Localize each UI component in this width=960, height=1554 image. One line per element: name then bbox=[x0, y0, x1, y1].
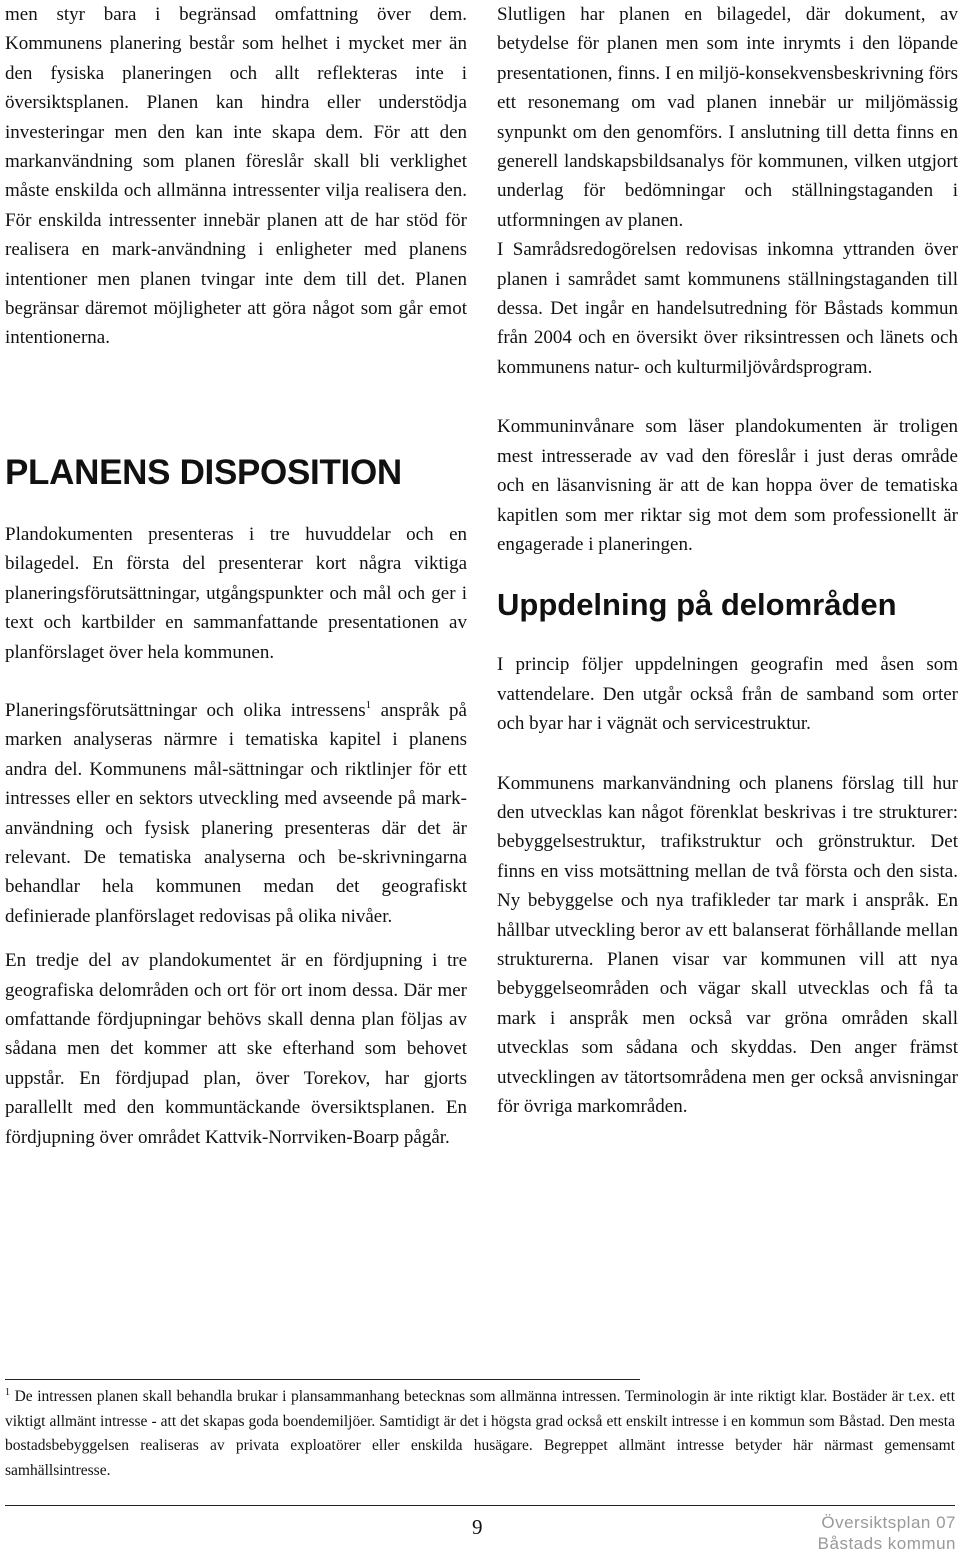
footnote-marker: 1 bbox=[5, 1387, 10, 1398]
section-heading-delomraden: Uppdelning på delområden bbox=[497, 587, 897, 623]
footnote-divider bbox=[5, 1379, 640, 1380]
running-footer bbox=[818, 1512, 956, 1554]
footnote-reference: 1 bbox=[365, 698, 372, 711]
body-paragraph: Plandokumenten presenteras i tre huvuddelar och en bilagedel. En första del presenterar kort några viktiga planeringsförutsättningar, utgångspunkter och mål och ger i text och kartbilder en sammanfattande presentationen av planförslaget över hela kommunen. bbox=[5, 523, 467, 663]
footnote bbox=[5, 1385, 955, 1483]
body-paragraph: I princip följer uppdelningen geografin med åsen som vattendelare. Den utgår också från de samband som orter och byar har i vägnät och servicestruktur. bbox=[497, 654, 958, 735]
section-heading-disposition: PLANENS DISPOSITION bbox=[5, 452, 402, 492]
body-text: Planeringsförutsättningar och olika intressens bbox=[5, 699, 366, 721]
left-column bbox=[5, 0, 467, 1152]
body-paragraph-with-footnote-ref bbox=[5, 696, 467, 931]
body-paragraph: men styr bara i begränsad omfattning över dem. Kommunens planering består som helhet i mycket mer än den fysiska planeringen och allt reflekteras inte i översiktsplanen. Planen kan hindra eller understödja investeringar men den kan inte skapa dem. För att den markanvändning som planen föreslår skall bli verklighet måste enskilda och allmänna intressenter vilja realisera den. För enskilda intressenter innebär planen att de har stöd för realisera en mark-användning i enligheter med planens intentioner men planen tvingar inte dem till det. Planen begränsar däremot möjligheter att göra något som går emot intentionerna. bbox=[5, 4, 467, 349]
footer-divider bbox=[5, 1505, 955, 1506]
body-text: anspråk på marken analyseras närmre i tematiska kapitel i planens andra del. Kommunens mål-sättningar och riktlinjer för ett intresses eller en sektors utveckling med avseende på mark-användning och fysisk planering presenteras där det är relevant. De tematiska analyserna och be-skrivningarna behandlar hela kommunen medan det geografiskt definierade planförslaget redovisas på olika nivåer. bbox=[5, 699, 467, 927]
right-column bbox=[497, 0, 958, 1121]
body-paragraph: Slutligen har planen en bilagedel, där dokument, av betydelse för planen men som inte inrymts i den löpande presentationen, finns. I en miljö-konsekvensbeskrivning förs ett resonemang om vad planen innebär ur miljömässig synpunkt om den genomförs. I anslutning till detta finns en generell landskapsbildsanalys för kommunen, vilken utgjort underlag för bedömningar och ställningstaganden i utformningen av planen. bbox=[497, 4, 958, 231]
document-title: Översiktsplan 07 bbox=[821, 1513, 956, 1532]
body-paragraph: En tredje del av plandokumentet är en fördjupning i tre geografiska delområden och ort för ort inom dessa. Där mer omfattande fördjupningar behövs skall denna plan följas av sådana men det kommer att ske efterhand som behovet uppstår. En fördjupad plan, över Torekov, har gjorts parallellt med den kommuntäckande översiktsplanen. En fördjupning över området Kattvik-Norrviken-Boarp pågår. bbox=[5, 950, 467, 1148]
body-paragraph: Kommuninvånare som läser plandokumenten är troligen mest intresserade av vad den föreslår i just deras område och en läsanvisning är att de kan hoppa över de tematiska kapitlen som mer riktar sig mot dem som professionellt är engagerade i planeringen. bbox=[497, 416, 958, 555]
page-number: 9 bbox=[472, 1515, 483, 1539]
municipality-name: Båstads kommun bbox=[817, 1534, 956, 1553]
footnote-text: De intressen planen skall behandla brukar i plansammanhang betecknas som allmänna intressen. Terminologin är inte riktigt klar. Bostäder är t.ex. ett viktigt allmänt intresse - att det skapas goda boendemiljöer. Samtidigt är det i högsta grad också ett enskilt intresse i en kommun som Båstad. Den mesta bostadsbebyggelsen realiseras av privata exploatörer eller enskilda husägare. Begreppet allmänt intresse betyder här närmast gemensamt samhällsintresse. bbox=[5, 1388, 955, 1479]
body-paragraph: Kommunens markanvändning och planens förslag till hur den utvecklas kan något förenklat beskrivas i tre strukturer: bebyggelsestruktur, trafikstruktur och grönstruktur. Det finns en viss motsättning mellan de två första och den sista. Ny bebyggelse och nya trafikleder tar mark i anspråk. En hållbar utveckling beror av ett balanserat förhållande mellan strukturerna. Planen visar var kommunen vill att nya bebyggelseområden och vägar skall utvecklas och få ta mark i anspråk men också var gröna områden skall utvecklas som sådana och skyddas. Den anger främst utvecklingen av tätortsområdena men ger också anvisningar för övriga markområden. bbox=[497, 772, 958, 1117]
body-paragraph: I Samrådsredogörelsen redovisas inkomna yttranden över planen i samrådet samt kommunens ställningstaganden till dessa. Det ingår en handelsutredning för Båstads kommun från 2004 och en översikt över riksintressen och länets och kommunens natur- och kulturmiljövårdsprogram. bbox=[497, 239, 958, 378]
